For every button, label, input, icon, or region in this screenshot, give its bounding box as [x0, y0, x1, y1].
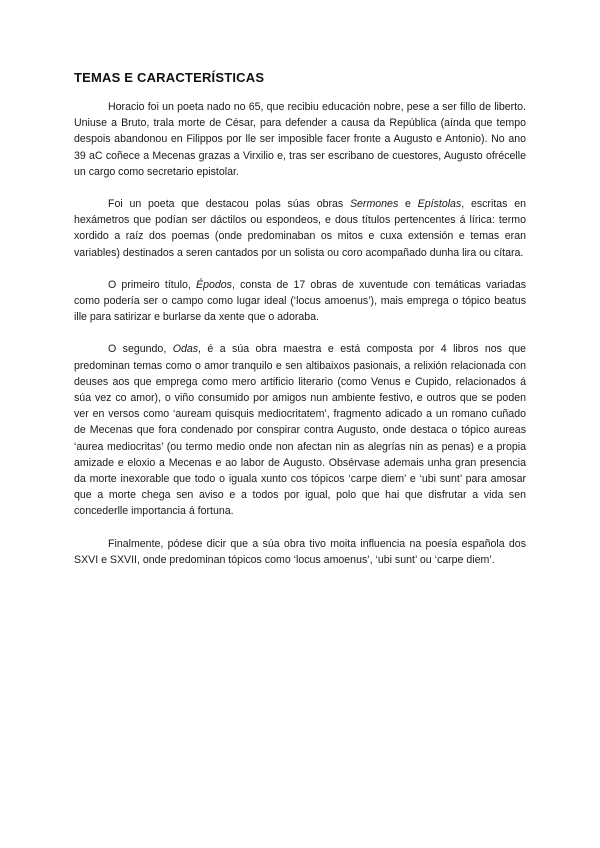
paragraph-odas — [74, 341, 526, 519]
paragraph-works — [74, 196, 526, 261]
paragraph-works-text-c: , escritas en hexámetros que podían ser dáctilos ou espondeos, e dous títulos pertencentes á lírica: termo xordido a raíz dos poemas (onde predominaban os mitos e cuxa extensión e temas eran variables) destinados a seren cantados por un solista ou coro acompañado dunha lira ou cítara. — [74, 198, 526, 259]
section-title: TEMAS E CARACTERÍSTICAS — [74, 70, 265, 85]
work-title-sermones: Sermones — [349, 198, 399, 211]
paragraph-works-text-b: e — [398, 198, 418, 211]
work-title-odas: Odas — [172, 343, 199, 356]
paragraph-odas-text-b: , é a súa obra maestra e está composta por 4 libros nos que predominan temas como o amor tranquilo e sen altibaixos pasionais, a relixión relacionada con deuses aos que emprega como mero artificio literario (como Venus e Cupido, relacionados á súa vez co amor), o viño consumido por amigos nun ambiente festivo, e outros que se poden ver en versos como ‘auream quisquis mediocritatem’, fragmento adicado a un romano cuñado de Mecenas que fora condenado por conspirar contra Augusto, onde destaca o tópico aureas ‘aurea mediocritas’ (ou termo medio onde non afectan nin as alegrías nin as penas) e a propia amizade e eloxio a Mecenas e ao labor de Augusto. Obsérvase ademais unha gran presencia da morte inexorable que todo o iguala xunto cos tópicos ‘carpe diem’ e ‘ubi sunt’ para amosar que a morte chega sen aviso e a todos por igual, polo que hai que disfrutar a vida sen concederlle importancia á fortuna. — [74, 343, 527, 518]
paragraph-epodos — [74, 277, 526, 326]
work-title-epistolas: Epístolas — [417, 198, 462, 211]
paragraph-odas-text-a: O segundo, — [108, 343, 173, 356]
document-page — [74, 70, 526, 584]
paragraph-conclusion: Finalmente, pódese dicir que a súa obra tivo moita influencia na poesía española dos SXVI e SXVII, onde predominan tópicos como ‘locus amoenus’, ‘ubi sunt’ ou ‘carpe diem’. — [74, 537, 526, 566]
paragraph-biography: Horacio foi un poeta nado no 65, que recibiu educación nobre, pese a ser fillo de liberto. Uniuse a Bruto, trala morte de César, para defender a causa da República (aínda que tempo despois abandonou en Filippos por lle ser imposible facer fronte a Augusto e Antonio). No ano 39 aC coñece a Mecenas grazas a Virxilio e, tras ser escribano de cuestores, Augusto ofrécelle un cargo como secretario epistolar. — [74, 101, 526, 178]
paragraph-epodos-text-b: , consta de 17 obras de xuventude con temáticas variadas como podería ser o campo como lugar ideal (‘locus amoenus’), mais emprega o tópico beatus ille para satirizar e burlarse da xente que o adoraba. — [74, 278, 527, 324]
work-title-epodos: Épodos — [196, 278, 232, 291]
paragraph-epodos-text-a: O primeiro título, — [108, 278, 196, 291]
paragraph-works-text-a: Foi un poeta que destacou polas súas obras — [108, 198, 350, 211]
